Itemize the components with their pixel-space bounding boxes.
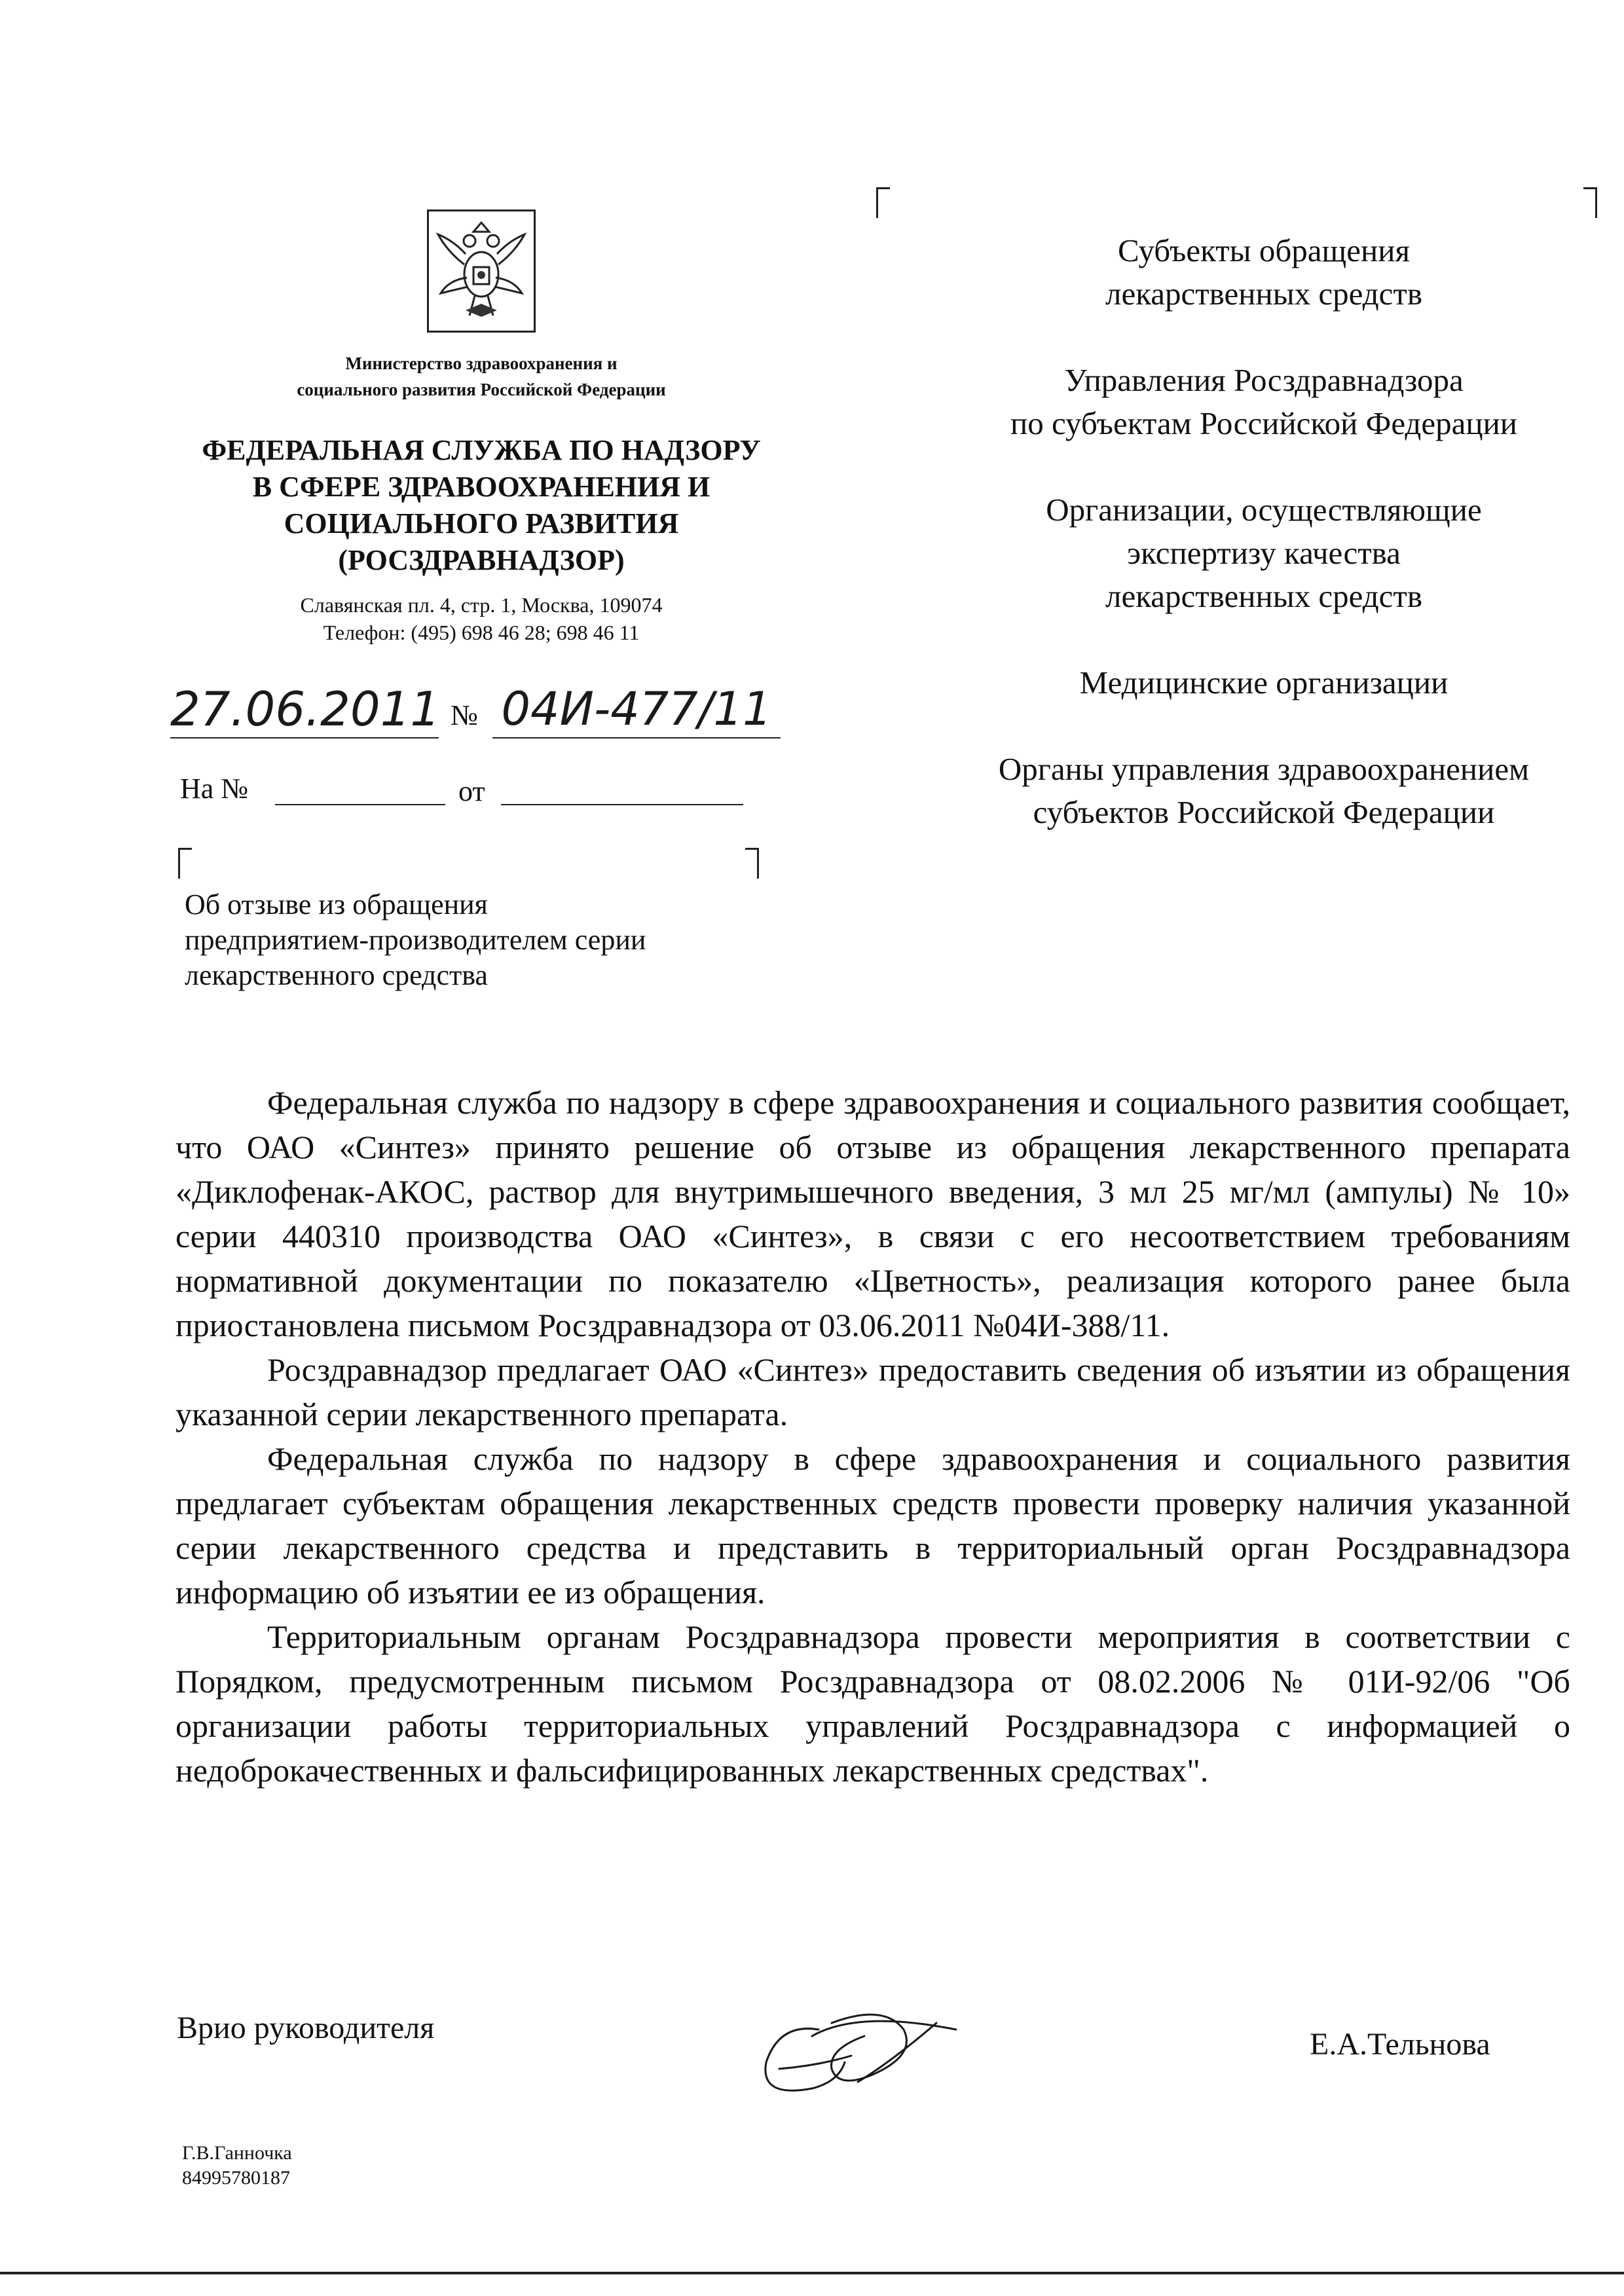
recipient-line: Субъекты обращения <box>1117 232 1410 268</box>
reference-number-blank <box>275 804 445 805</box>
agency-name-line: В СФЕРЕ ЗДРАВООХРАНЕНИЯ И <box>252 471 710 503</box>
registration-date: 27.06.2011 <box>170 681 439 738</box>
registration-number: 04И-477/11 <box>492 681 781 738</box>
recipient-line: лекарственных средств <box>1105 578 1422 614</box>
subject-line: лекарственного средства <box>185 959 488 991</box>
recipient-line: Органы управления здравоохранением <box>998 751 1530 787</box>
agency-name-line: ФЕДЕРАЛЬНАЯ СЛУЖБА ПО НАДЗОРУ <box>202 434 761 466</box>
executor-name: Г.В.Ганночка <box>182 2142 292 2164</box>
subject-line: предприятием-производителем серии <box>185 924 646 956</box>
phone-line: Телефон: (495) 698 46 28; 698 46 11 <box>323 621 640 644</box>
coat-of-arms-emblem <box>427 210 536 333</box>
executor-info <box>182 2141 292 2191</box>
executor-phone: 84995780187 <box>182 2167 290 2189</box>
agency-name-line: (РОСЗДРАВНАДЗОР) <box>338 544 625 576</box>
ministry-name <box>177 350 786 403</box>
recipients-block <box>930 229 1598 834</box>
agency-name <box>131 432 832 579</box>
reference-number-label: На № <box>180 773 249 805</box>
double-headed-eagle-icon <box>429 211 534 331</box>
reference-date-label: от <box>458 775 485 807</box>
ministry-line: социального развития Российской Федерации <box>297 380 666 399</box>
signature-icon <box>740 1984 969 2115</box>
recipient-corner-left <box>876 187 890 218</box>
recipient-group <box>930 748 1598 834</box>
ministry-line: Министерство здравоохранения и <box>345 354 618 373</box>
body-paragraph: Федеральная служба по надзору в сфере здравоохранения и социального развития предлагает субъектам обращения лекарственных средств провести проверку наличия указанной серии лекарственного средства и представить в территориальный орган Росздравнадзора информацию об изъятии ее из обращения. <box>175 1440 1570 1611</box>
subject-corner-right <box>745 848 759 879</box>
address-line: Славянская пл. 4, стр. 1, Москва, 109074 <box>300 593 663 617</box>
body-paragraph: Росздравнадзор предлагает ОАО «Синтез» предоставить сведения об изъятии из обращения указанной серии лекарственного препарата. <box>175 1351 1570 1432</box>
letter-subject <box>185 887 774 993</box>
recipient-group <box>930 488 1598 618</box>
recipient-line: по субъектам Российской Федерации <box>1010 405 1518 441</box>
body-paragraph: Федеральная служба по надзору в сфере здравоохранения и социального развития сообщает, что ОАО «Синтез» принято решение об отзыве из обращения лекарственного препарата «Диклофенак-АКОС, раствор для внутримышечного введения, 3 мл 25 мг/мл (ампулы) № 10» серии 440310 производства ОАО «Синтез», в связи с его несоответствием требованиям нормативной документации по показателю «Цветность», реализация которого ранее была приостановлена письмом Росздравнадзора от 03.06.2011 №04И-388/11. <box>175 1084 1570 1343</box>
agency-name-line: СОЦИАЛЬНОГО РАЗВИТИЯ <box>284 507 679 539</box>
bottom-rule <box>0 2272 1624 2274</box>
registration-number-label: № <box>451 699 478 731</box>
recipient-line: экспертизу качества <box>1127 535 1401 571</box>
recipient-line: Управления Росздравнадзора <box>1064 362 1464 398</box>
handwritten-signature <box>740 1984 969 2115</box>
recipient-line: Организации, осуществляющие <box>1046 492 1482 528</box>
body-paragraph: Территориальным органам Росздравнадзора провести мероприятия в соответствии с Порядком, предусмотренным письмом Росздравнадзора от 08.02.2006 № 01И-92/06 "Об организации работы территориальных управлений Росздравнадзора с информацией о недоброкачественных и фальсифицированных лекарственных средствах". <box>175 1618 1570 1789</box>
recipient-group <box>930 229 1598 316</box>
letter-body <box>175 1080 1570 1793</box>
recipient-group <box>930 359 1598 445</box>
agency-address <box>177 591 786 646</box>
recipient-line: лекарственных средств <box>1105 276 1422 312</box>
subject-line: Об отзыве из обращения <box>185 888 488 920</box>
reference-date-blank <box>501 804 743 805</box>
recipient-corner-right <box>1583 187 1597 218</box>
subject-corner-left <box>178 848 192 879</box>
recipient-line: субъектов Российской Федерации <box>1033 794 1495 830</box>
recipient-line: Медицинские организации <box>1079 665 1449 701</box>
signatory-name: Е.А.Тельнова <box>1310 2027 1490 2062</box>
recipient-group <box>930 661 1598 704</box>
signatory-title: Врио руководителя <box>177 2011 435 2045</box>
